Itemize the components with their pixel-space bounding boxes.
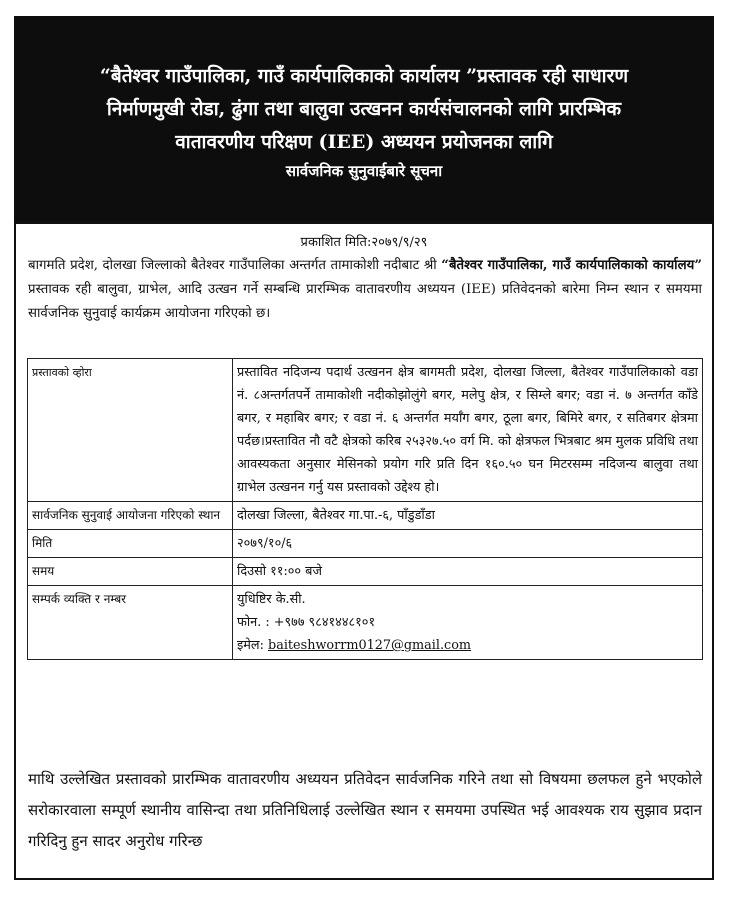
closing-paragraph: माथि उल्लेखित प्रस्तावको प्रारम्भिक वातावरणीय अध्ययन प्रतिवेदन सार्वजनिक गरिने तथा सो विषयमा छलफल हुने भएकोले सरोकारवाला सम्पूर्ण स्थानीय वासिन्दा तथा प्रतिनिधिलाई उल्लेखित स्थान र समयमा उपस्थित भई आवश्यक राय सुझाव प्रदान गरिदिनु हुन सादर अनुरोध गरिन्छ <box>28 770 702 850</box>
published-date: प्रकाशित मिति:२०७९/९/२९ <box>300 235 428 250</box>
contact-value <box>233 586 703 660</box>
table-row-proposal <box>28 359 703 502</box>
date-label: मिति <box>28 530 233 558</box>
details-table <box>27 358 703 660</box>
table-row-venue <box>28 502 703 530</box>
header-subtitle: सार्वजनिक सुनुवाईबारे सूचना <box>285 162 443 180</box>
header-line-1: “बैतेश्वर गाउँपालिका, गाउँ कार्यपालिकाको कार्यालय ”प्रस्तावक रही साधारण <box>99 65 629 87</box>
time-label: समय <box>28 558 233 586</box>
table-row-date <box>28 530 703 558</box>
header-line-3: वातावरणीय परिक्षण (IEE) अध्ययन प्रयोजनका लागि <box>175 131 553 153</box>
intro-text-part2: प्रस्तावक रही बालुवा, ग्राभेल, आदि उत्खन गर्ने सम्बन्धि प्रारम्भिक वातावरणीय अध्ययन (IEE) प्रतिवेदनको बारेमा निम्न स्थान र समयमा सार्वजनिक सुनुवाई कार्यक्रम आयोजना गरिएको छ। <box>28 282 702 321</box>
notice-body <box>14 222 714 880</box>
contact-label: सम्पर्क व्यक्ति र नम्बर <box>28 586 233 660</box>
email-label: इमेल: <box>237 638 268 653</box>
proposal-description: प्रस्तावित नदिजन्य पदार्थ उत्खनन क्षेत्र बागमती प्रदेश, दोलखा जिल्ला, बैतेश्वर गाउँपालिकाको वडा नं. ८अन्तर्गतपर्ने तामाकोशी नदीकोझोलुंगे बगर, मलेपु क्षेत्र, र सिम्ले बगर; वडा नं. ७ अन्तर्गत काँडे बगर, र महाबिर बगर; र वडा नं. ६ अन्तर्गत मर्याँग बगर, ठूला बगर, बिमिरे बगर, र सतिबगर क्षेत्रमा पर्दछ।प्रस्तावित नौ वटै क्षेत्रको करिब २५३२७.५० वर्ग मि. को क्षेत्रफल भित्रबाट श्रम मुलक प्रविधि तथा आवस्यकता अनुसार मेसिनको प्रयोग गरि प्रति दिन १६०.५० घन मिटरसम्म नदिजन्य बालुवा तथा ग्राभेल उत्खनन गर्नु यस प्रस्तावको उद्देश्य हो। <box>233 359 703 502</box>
table-row-contact <box>28 586 703 660</box>
venue-label: सार्वजनिक सुनुवाई आयोजना गरिएको स्थान <box>28 502 233 530</box>
proposal-label: प्रस्तावको व्होरा <box>28 359 233 502</box>
time-value: दिउसो ११:०० बजे <box>233 558 703 586</box>
contact-phone: फोन. : +९७७ ९८४१४४८१०१ <box>237 615 376 630</box>
notice-header <box>14 16 714 222</box>
contact-email-row <box>237 634 698 657</box>
intro-proponent-bold: “बैतेश्वर गाउँपालिका, गाउँ कार्यपालिकाको कार्यालय” <box>441 258 702 273</box>
contact-name: युधिष्टिर के.सी. <box>237 592 306 607</box>
email-link[interactable]: baiteshworrm0127@gmail.com <box>268 638 472 653</box>
intro-paragraph <box>28 254 702 326</box>
venue-value: दोलखा जिल्ला, बैतेश्वर गा.पा.-६, पाँडुडाँडा <box>233 502 703 530</box>
date-value: २०७९/१०/६ <box>233 530 703 558</box>
table-row-time <box>28 558 703 586</box>
header-line-2: निर्माणमुखी रोडा, ढुंगा तथा बालुवा उत्खनन कार्यसंचालनको लागि प्रारम्भिक <box>106 98 622 120</box>
intro-text-part1: बागमति प्रदेश, दोलखा जिल्लाको बैतेश्वर गाउँपालिका अन्तर्गत तामाकोशी नदीबाट श्री <box>28 258 442 273</box>
